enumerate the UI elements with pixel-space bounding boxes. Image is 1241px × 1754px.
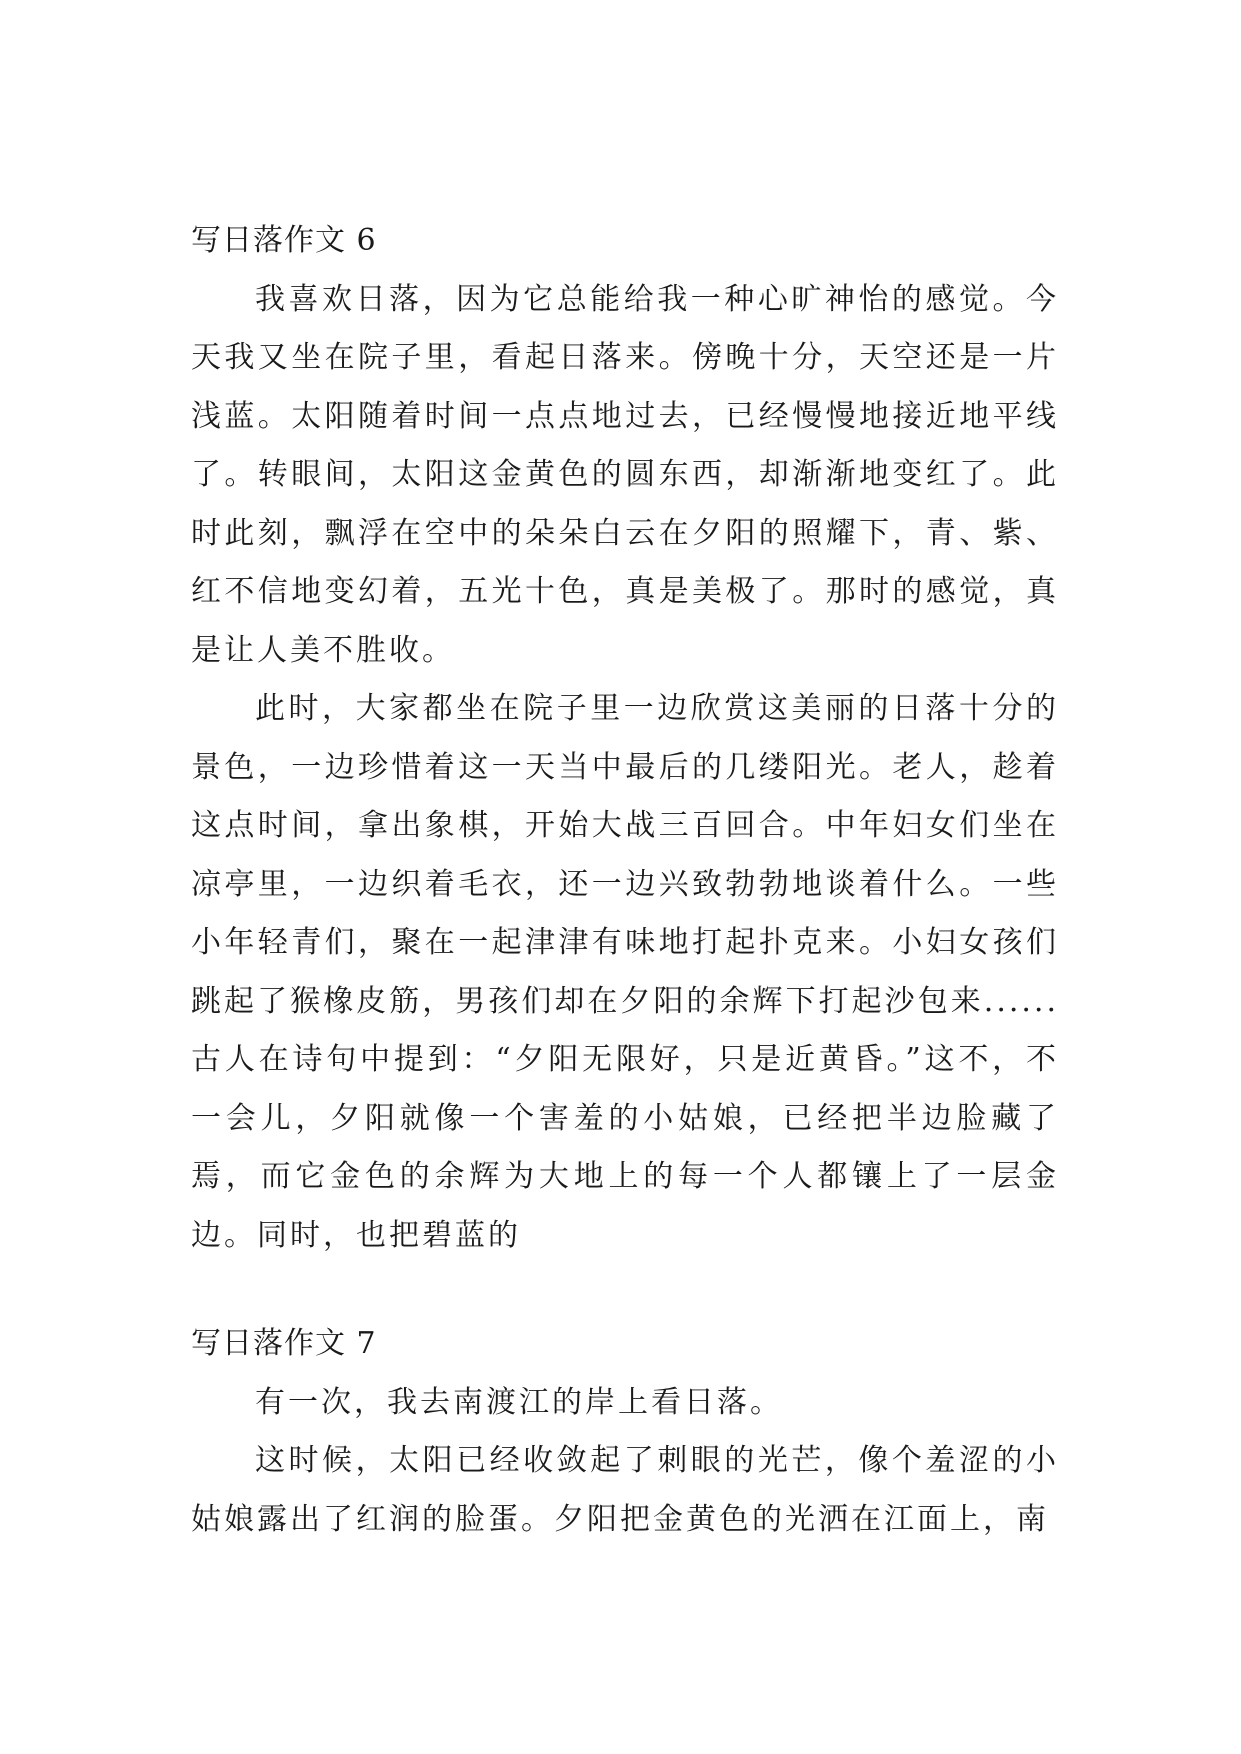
paragraph: 此时，大家都坐在院子里一边欣赏这美丽的日落十分的景色，一边珍惜着这一天当中最后的几缕阳光。老人，趁着这点时间，拿出象棋，开始大战三百回合。中年妇女们坐在凉亭里，一边织着毛衣，还一边兴致勃勃地谈着什么。一些小年轻青们，聚在一起津津有味地打起扑克来。小妇女孩们跳起了猴橡皮筋，男孩们却在夕阳的余辉下打起沙包来......古人在诗句中提到：“夕阳无限好，只是近黄昏。”这不，不一会儿，夕阳就像一个害羞的小姑娘，已经把半边脸藏了焉，而它金色的余辉为大地上的每一个人都镶上了一层金边。同时，也把碧蓝的 [191, 691, 1059, 1253]
essay-section-7 [191, 1315, 1059, 1549]
section-heading: 写日落作文 7 [191, 1326, 377, 1361]
paragraph: 这时候，太阳已经收敛起了刺眼的光芒，像个羞涩的小姑娘露出了红润的脸蛋。夕阳把金黄色的光洒在江面上，南 [191, 1443, 1059, 1537]
paragraph: 我喜欢日落，因为它总能给我一种心旷神怡的感觉。今天我又坐在院子里，看起日落来。傍晚十分，天空还是一片浅蓝。太阳随着时间一点点地过去，已经慢慢地接近地平线了。转眼间，太阳这金黄色的圆东西，却渐渐地变红了。此时此刻，飘浮在空中的朵朵白云在夕阳的照耀下，青、紫、红不信地变幻着，五光十色，真是美极了。那时的感觉，真是让人美不胜收。 [191, 281, 1059, 668]
paragraph: 有一次，我去南渡江的岸上看日落。 [255, 1384, 783, 1420]
document-body [191, 212, 1059, 1549]
section-spacer [191, 1265, 1059, 1315]
section-heading: 写日落作文 6 [191, 223, 377, 258]
essay-section-6 [191, 212, 1059, 1265]
